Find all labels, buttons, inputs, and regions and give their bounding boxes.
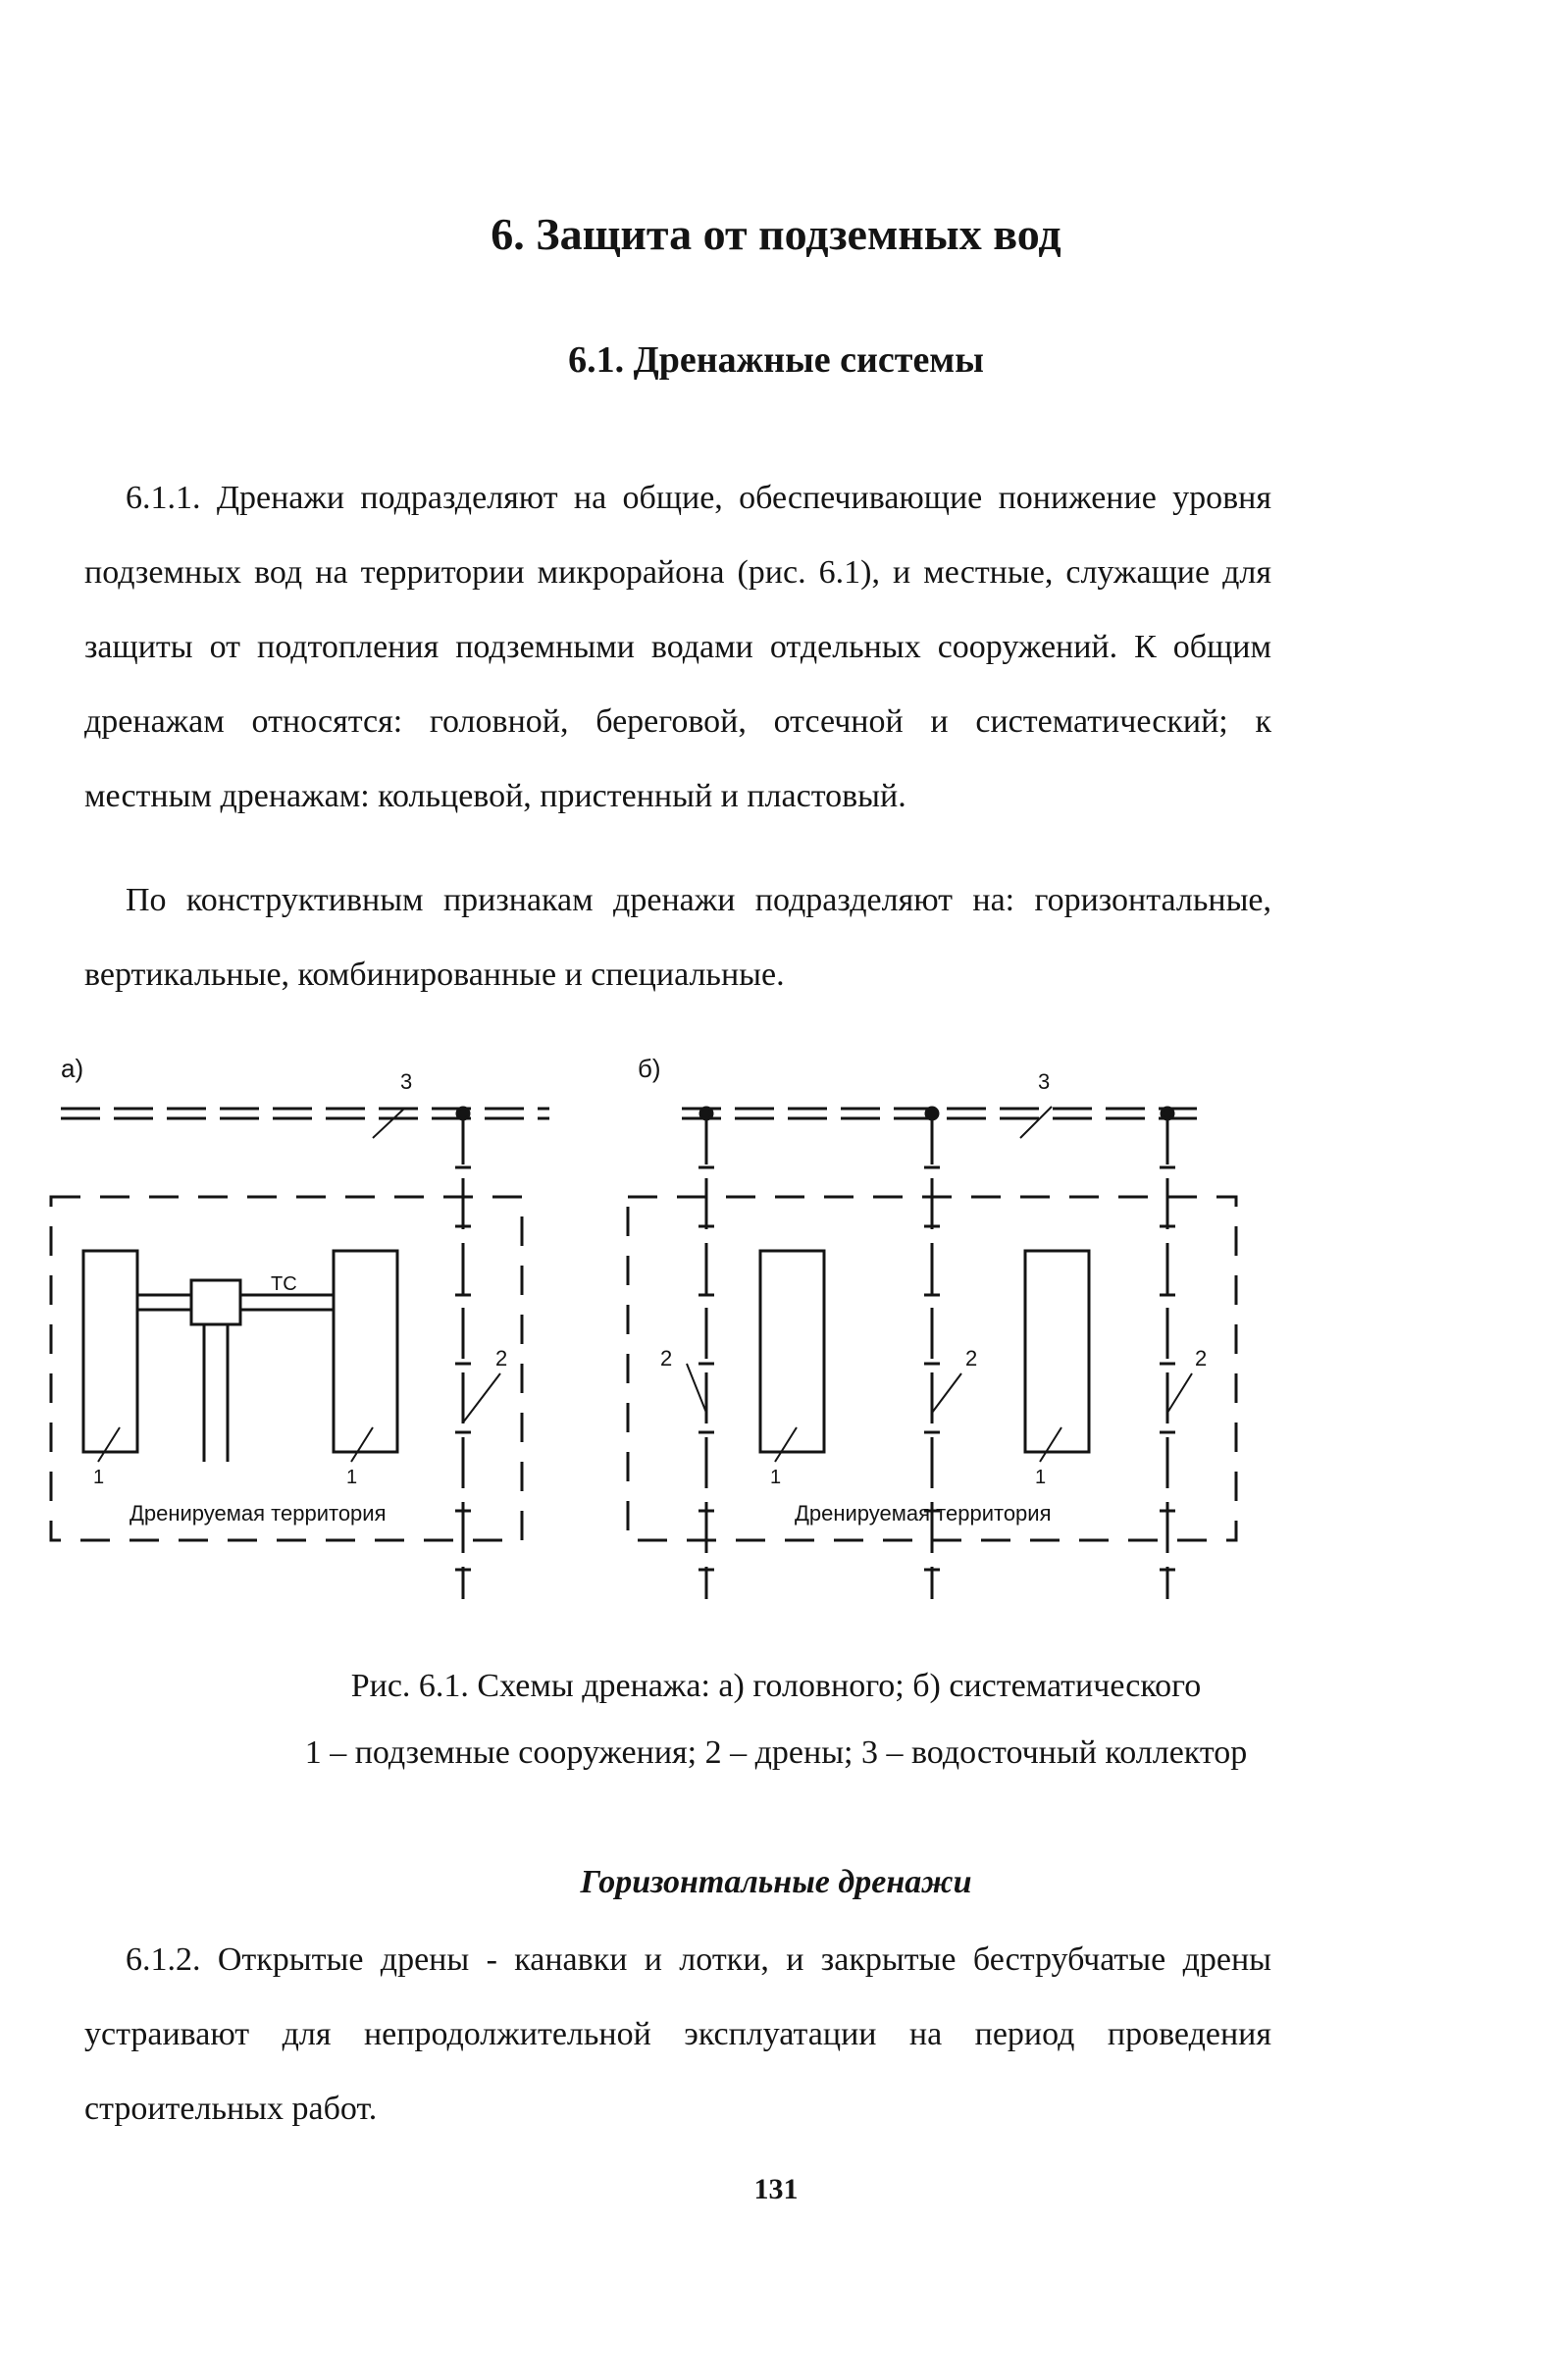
- label-2-b3: 2: [1195, 1346, 1208, 1371]
- label-1-a1: 1: [93, 1467, 105, 1488]
- panel-b-label: б): [638, 1054, 661, 1083]
- paragraph-6-1-2-text: 6.1.2. Открытые дрены - канавки и лотки, и закрытые беструбчатые дрены устраивают для непродолжительной эксплуатации на период проведения строительных работ.: [84, 1941, 1271, 2127]
- territory-label-a: Дренируемая территория: [129, 1501, 387, 1526]
- paragraph-constructive-text: По конструктивным признакам дренажи подразделяют на: горизонтальные, вертикальные, комбинированные и специальные.: [84, 882, 1271, 993]
- paragraph-6-1-1-text: 6.1.1. Дренажи подразделяют на общие, обеспечивающие понижение уровня подземных вод на территории микрорайона (рис. 6.1), и местные, служащие для защиты от подтопления подземными водами отдельных сооружений. К общим дренажам относятся: головной, береговой, отсечной и систематический; к местным дренажам: кольцевой, пристенный и пластовый.: [84, 480, 1271, 814]
- label-3-b: 3: [1038, 1069, 1051, 1094]
- panel-a-label: а): [61, 1054, 84, 1083]
- paragraph-6-1-2: [84, 1923, 1271, 2147]
- figure-caption: Рис. 6.1. Схемы дренажа: а) головного; б) систематического: [350, 1668, 1202, 1704]
- section-title: 6.1. Дренажные системы: [568, 339, 984, 381]
- label-3-a: 3: [400, 1069, 413, 1094]
- territory-label-b: Дренируемая территория: [795, 1501, 1052, 1526]
- figure-legend: 1 – подземные сооружения; 2 – дрены; 3 – водосточный коллектор: [304, 1734, 1248, 1771]
- label-2-b1: 2: [660, 1346, 673, 1371]
- label-tc: ТС: [271, 1273, 297, 1295]
- page-number: 131: [753, 2173, 799, 2205]
- subheading-horizontal-drainage: Горизонтальные дренажи: [580, 1864, 972, 1900]
- label-2-b2: 2: [965, 1346, 978, 1371]
- label-2-a: 2: [495, 1346, 508, 1371]
- label-1-a2: 1: [346, 1467, 358, 1488]
- paragraph-constructive: [84, 863, 1271, 1012]
- paragraph-6-1-1: [84, 461, 1271, 834]
- drainage-schemes-figure: [39, 1030, 1315, 1619]
- label-1-b1: 1: [770, 1467, 782, 1488]
- label-1-b2: 1: [1035, 1467, 1047, 1488]
- chapter-title: 6. Защита от подземных вод: [491, 209, 1061, 259]
